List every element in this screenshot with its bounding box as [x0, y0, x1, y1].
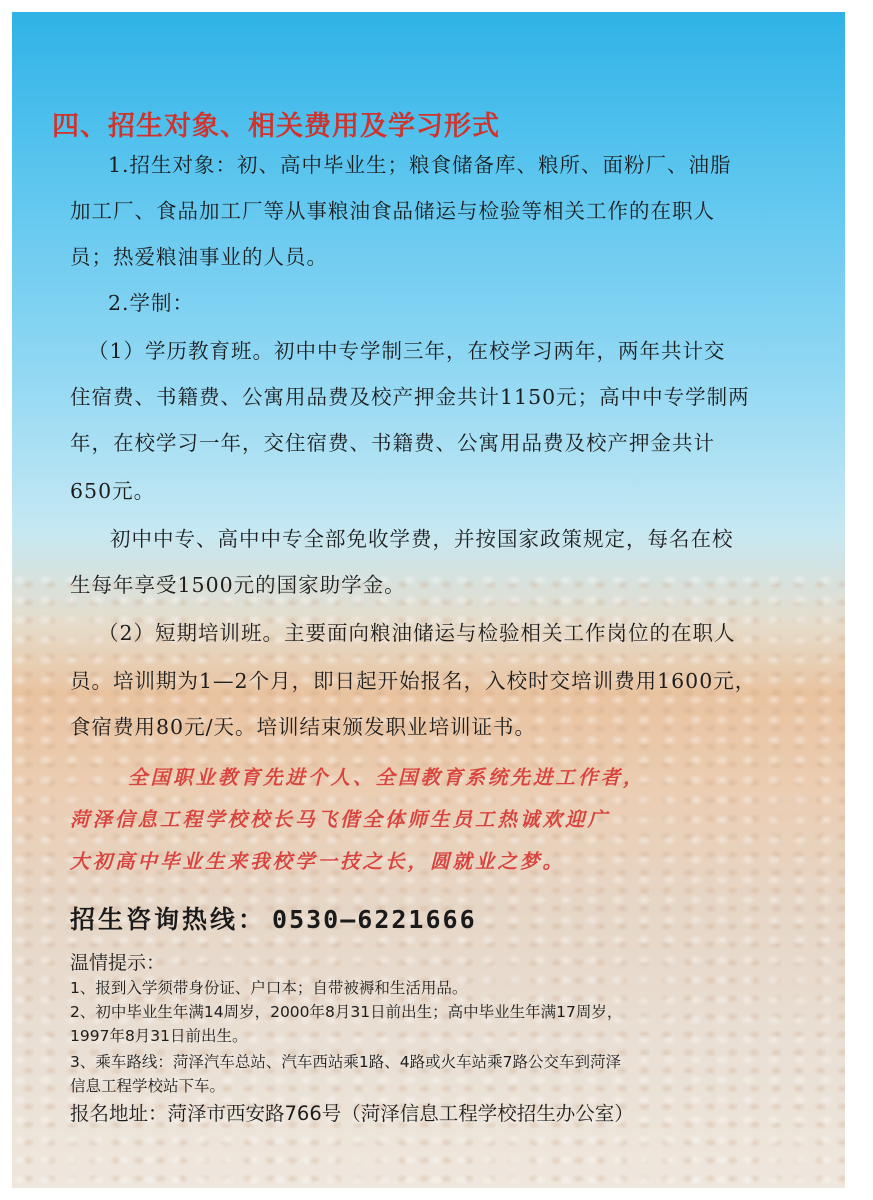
registration-address: 报名地址：菏泽市西安路766号（菏泽信息工程学校招生办公室）: [70, 1102, 634, 1125]
paragraph-line: 初中中专、高中中专全部免收学费，并按国家政策规定，每名在校: [110, 527, 734, 551]
tips-title: 温情提示：: [70, 952, 166, 974]
hotline-label: 招生咨询热线：: [70, 905, 267, 934]
paragraph-line: 员。培训期为1—2个月，即日起开始报名，入校时交培训费用1600元，: [70, 669, 757, 693]
paragraph-line: 1.招生对象：初、高中毕业生；粮食储备库、粮所、面粉厂、油脂: [108, 153, 732, 177]
section-heading: 四、招生对象、相关费用及学习形式: [52, 111, 500, 142]
paragraph-line: 员；热爱粮油事业的人员。: [70, 245, 328, 269]
paragraph-line: 加工厂、食品加工厂等从事粮油食品储运与检验等相关工作的在职人: [70, 199, 715, 223]
hotline: [70, 900, 845, 936]
paragraph-line: 住宿费、书籍费、公寓用品费及校产押金共计1150元；高中中专学制两: [70, 385, 750, 409]
paragraph-line: 年，在校学习一年，交住宿费、书籍费、公寓用品费及校产押金共计: [70, 431, 715, 455]
tip-item: 1997年8月31日前出生。: [70, 1027, 248, 1045]
paragraph-line: 650元。: [70, 479, 156, 503]
paragraph-line: 生每年享受1500元的国家助学金。: [70, 573, 406, 597]
paragraph-line: 食宿费用80元/天。培训结束颁发职业培训证书。: [70, 715, 536, 739]
tip-item: 1、报到入学须带身份证、户口本；自带被褥和生活用品。: [70, 979, 468, 997]
welcome-line: 大初高中毕业生来我校学一技之长，圆就业之梦。: [70, 850, 566, 873]
tip-item: 信息工程学校站下车。: [70, 1077, 226, 1095]
welcome-line: 菏泽信息工程学校校长马飞偕全体师生员工热诚欢迎广: [70, 808, 611, 831]
brochure-page: [12, 12, 845, 1188]
hotline-number: 0530—6221666: [272, 905, 477, 934]
paragraph-line: 2.学制：: [108, 291, 195, 315]
paragraph-line: （2）短期培训班。主要面向粮油储运与检验相关工作岗位的在职人: [98, 621, 736, 645]
tip-item: 3、乘车路线：菏泽汽车总站、汽车西站乘1路、4路或火车站乘7路公交车到菏泽: [70, 1053, 621, 1071]
tip-item: 2、初中毕业生年满14周岁，2000年8月31日前出生；高中毕业生年满17周岁，: [70, 1003, 623, 1021]
paragraph-line: （1）学历教育班。初中中专学制三年，在校学习两年，两年共计交: [88, 339, 726, 363]
welcome-line: 全国职业教育先进个人、全国教育系统先进工作者，: [128, 766, 646, 789]
